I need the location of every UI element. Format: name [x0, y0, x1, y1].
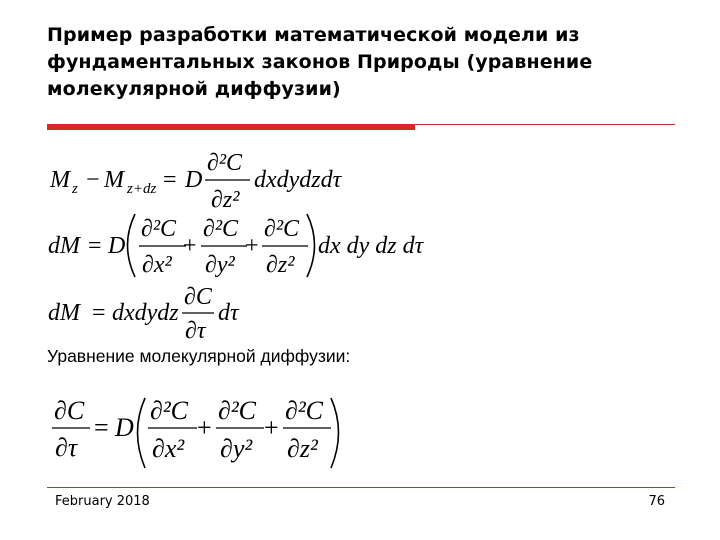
eq4-plus-2: + — [264, 413, 279, 442]
eq2-equals: = — [88, 233, 102, 259]
eq4-coef: D — [115, 413, 134, 442]
eq2-coef: D — [108, 233, 126, 259]
footer-rule — [47, 487, 675, 488]
eq4-term1-den: ∂x² — [152, 434, 185, 463]
eq1-equals: = — [163, 167, 177, 193]
eq2-plus-2: + — [245, 233, 259, 259]
footer-date: February 2018 — [55, 494, 150, 509]
equation-3 — [48, 284, 240, 344]
slide-title: Пример разработки математической модели из фундаментальных законов Природы (уравнение молекулярной диффузии) — [47, 24, 593, 100]
eq4-lhs-num: ∂C — [54, 396, 85, 425]
page-number: 76 — [648, 494, 665, 509]
eq2-left-paren — [128, 214, 136, 277]
diffusion-equation-caption: Уравнение молекулярной диффузии: — [47, 346, 351, 366]
eq4-right-paren — [331, 398, 339, 468]
eq4-plus-1: + — [197, 413, 212, 442]
eq2-plus-1: + — [183, 233, 197, 259]
eq1-tail: dxdydzdτ — [254, 167, 342, 193]
eq2-term1-num: ∂²C — [141, 216, 177, 242]
eq4-term3-num: ∂²C — [285, 396, 323, 425]
eq1-m-b: M — [104, 167, 124, 193]
eq2-term3-num: ∂²C — [264, 216, 300, 242]
eq1-sub-b: z+dz — [127, 181, 157, 197]
eq2-term1-den: ∂x² — [142, 252, 172, 278]
eq3-equals: = — [92, 300, 106, 326]
eq1-num: ∂²C — [207, 150, 243, 176]
eq4-equals: = — [94, 413, 109, 442]
eq3-lhs: dM — [48, 300, 80, 326]
eq2-lhs: dM — [48, 233, 80, 259]
equation-4 — [52, 396, 339, 468]
eq3-num: ∂C — [184, 284, 212, 310]
eq2-term3-den: ∂z² — [266, 252, 295, 278]
eq1-minus: − — [86, 167, 100, 193]
eq2-term2-num: ∂²C — [203, 216, 239, 242]
eq4-lhs-den: ∂τ — [55, 433, 78, 462]
eq1-sub-a: z — [72, 181, 78, 197]
eq4-term2-num: ∂²C — [218, 396, 256, 425]
eq4-term2-den: ∂y² — [220, 434, 253, 463]
eq4-left-paren — [138, 398, 146, 468]
eq1-m-a: M — [50, 167, 70, 193]
eq2-right-paren — [307, 214, 315, 277]
eq3-mid: dxdydz — [112, 300, 179, 326]
eq2-term2-den: ∂y² — [205, 252, 235, 278]
eq3-den: ∂τ — [185, 318, 206, 344]
eq3-tail: dτ — [218, 300, 239, 326]
eq1-coef: D — [185, 167, 203, 193]
eq4-term3-den: ∂z² — [287, 434, 318, 463]
eq1-den: ∂z² — [211, 187, 240, 213]
equation-2 — [48, 214, 425, 278]
equation-1 — [49, 150, 343, 213]
eq2-tail: dx dy dz dτ — [318, 233, 424, 259]
eq4-term1-num: ∂²C — [150, 396, 188, 425]
